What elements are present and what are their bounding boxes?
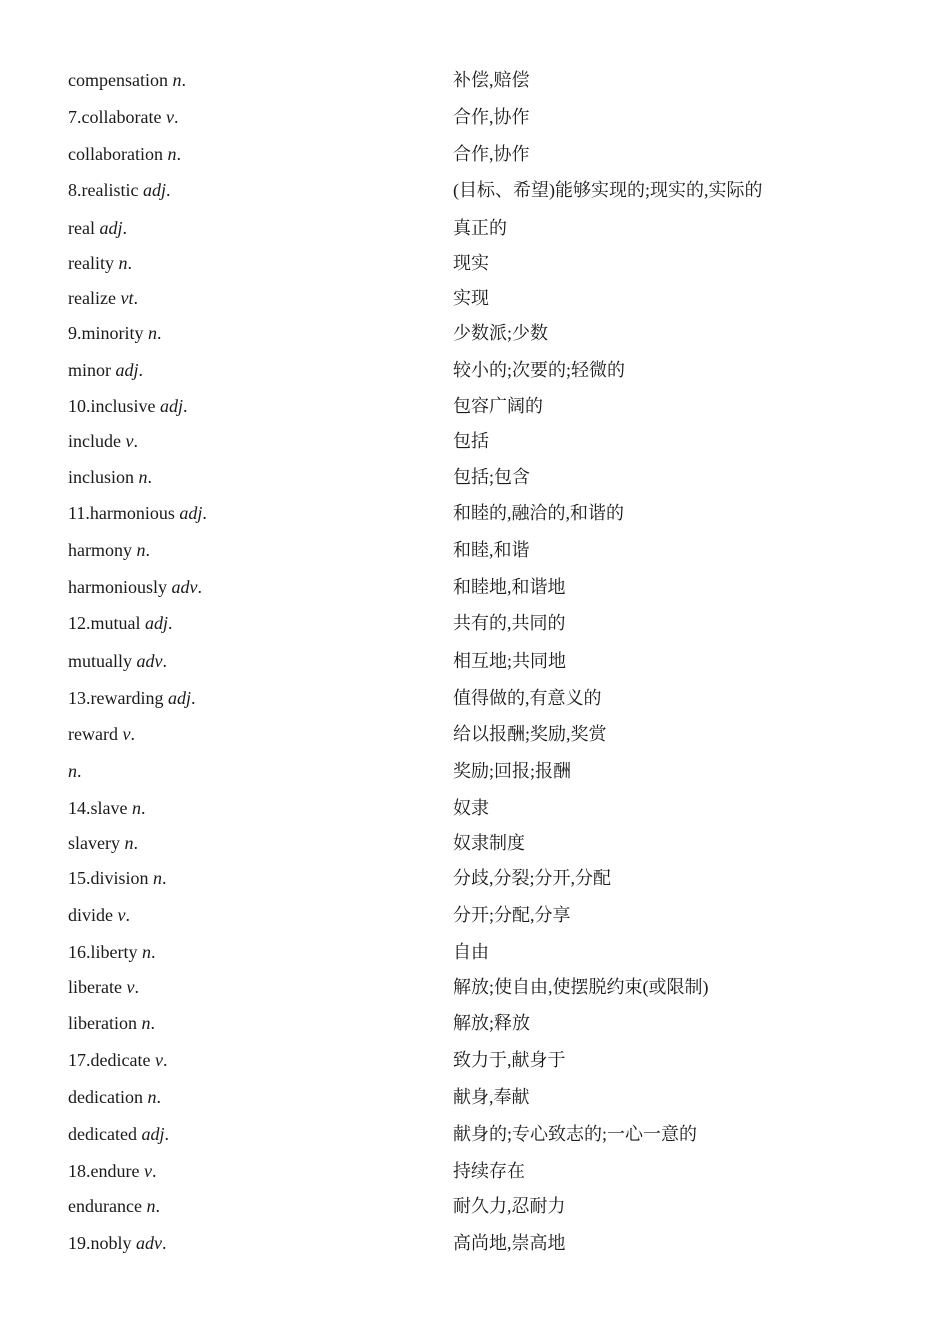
vocab-entry (0, 901, 950, 929)
part-of-speech: v (117, 905, 126, 925)
pos-period: . (166, 180, 171, 200)
vocab-entry (0, 392, 950, 420)
pos-period: . (176, 144, 181, 164)
vocab-word: 19.nobly (68, 1233, 137, 1253)
vocab-term (68, 720, 135, 748)
pos-period: . (173, 107, 179, 127)
pos-period: . (162, 1050, 168, 1070)
vocab-word: real (68, 218, 100, 238)
part-of-speech: adv (136, 651, 163, 671)
vocab-entry (0, 684, 950, 712)
vocab-meaning: 合作,协作 (453, 144, 530, 164)
vocab-meaning: 奖励;回报;报酬 (453, 761, 572, 781)
pos-period: . (162, 868, 167, 888)
vocab-word: 7.collaborate (68, 107, 166, 127)
pos-period: . (183, 396, 188, 416)
vocab-word: divide (68, 905, 118, 925)
vocab-meaning: 给以报酬;奖励,奖赏 (453, 724, 607, 744)
vocab-term (68, 757, 82, 785)
vocab-meaning: 持续存在 (453, 1161, 525, 1181)
vocab-entry (0, 66, 950, 94)
vocab-word: 17.dedicate (68, 1050, 155, 1070)
part-of-speech: n (146, 1196, 156, 1216)
vocab-entry (0, 573, 950, 601)
vocab-word: liberation (68, 1013, 142, 1033)
pos-period: . (190, 688, 196, 708)
vocab-word: mutually (68, 651, 137, 671)
part-of-speech: v (143, 1161, 152, 1181)
pos-period: . (127, 253, 132, 273)
pos-period: . (140, 798, 146, 818)
vocab-term (68, 609, 173, 637)
pos-period: . (162, 651, 167, 671)
part-of-speech: n (131, 798, 141, 818)
vocab-meaning: 和睦地,和谐地 (453, 577, 566, 597)
vocab-entry (0, 1083, 950, 1111)
vocab-term (68, 463, 152, 491)
vocab-word: 12.mutual (68, 613, 145, 633)
vocab-meaning: 包容广阔的 (453, 396, 543, 416)
part-of-speech: adj (99, 218, 123, 238)
vocab-word: realize (68, 288, 121, 308)
pos-period: . (202, 503, 207, 523)
vocab-entry (0, 1120, 950, 1148)
vocab-word: 14.slave (68, 798, 132, 818)
vocab-entry (0, 973, 950, 1001)
vocab-word: liberate (68, 977, 127, 997)
vocab-term (68, 1120, 169, 1148)
part-of-speech: adj (142, 180, 166, 200)
vocab-term (68, 901, 130, 929)
part-of-speech: adj (141, 1124, 165, 1144)
vocab-meaning: 献身,奉献 (453, 1087, 530, 1107)
vocab-term (68, 536, 150, 564)
pos-period: . (155, 1196, 160, 1216)
vocab-word: endurance (68, 1196, 147, 1216)
vocab-term (68, 66, 186, 94)
vocab-meaning: 解放;释放 (453, 1013, 531, 1033)
vocab-term (68, 1083, 161, 1111)
vocab-term (68, 176, 171, 204)
vocab-meaning: 现实 (453, 253, 489, 273)
vocab-word: 16.liberty (68, 942, 142, 962)
part-of-speech: adj (179, 503, 203, 523)
vocab-term (68, 214, 127, 242)
pos-period: . (133, 288, 138, 308)
vocab-meaning: 献身的;专心致志的;一心一意的 (453, 1124, 698, 1144)
vocab-meaning: 高尚地,崇高地 (453, 1233, 566, 1253)
vocab-entry (0, 499, 950, 527)
vocab-word: 9.minority (68, 323, 148, 343)
pos-period: . (157, 323, 162, 343)
vocab-term (68, 427, 138, 455)
vocab-word: 18.endure (68, 1161, 144, 1181)
vocab-entry (0, 647, 950, 675)
pos-period: . (168, 613, 173, 633)
part-of-speech: n (136, 540, 146, 560)
part-of-speech: v (154, 1050, 163, 1070)
vocab-meaning: 致力于,献身于 (453, 1050, 566, 1070)
vocab-meaning: 真正的 (453, 218, 507, 238)
pos-period: . (197, 577, 202, 597)
vocab-term (68, 1192, 160, 1220)
pos-period: . (77, 761, 82, 781)
part-of-speech: adv (171, 577, 198, 597)
vocab-term (68, 356, 143, 384)
pos-period: . (145, 540, 150, 560)
part-of-speech: v (125, 431, 134, 451)
pos-period: . (156, 1087, 161, 1107)
pos-period: . (125, 905, 130, 925)
vocab-term (68, 647, 167, 675)
part-of-speech: n (141, 1013, 151, 1033)
vocab-meaning: 值得做的,有意义的 (453, 688, 602, 708)
vocab-entry (0, 214, 950, 242)
vocab-word: collaboration (68, 144, 168, 164)
vocab-term (68, 140, 181, 168)
vocab-entry (0, 103, 950, 131)
part-of-speech: v (122, 724, 131, 744)
vocab-word: include (68, 431, 126, 451)
vocab-meaning: 合作,协作 (453, 107, 530, 127)
part-of-speech: adv (136, 1233, 163, 1253)
part-of-speech: n (142, 942, 151, 962)
vocab-word: inclusion (68, 467, 139, 487)
vocab-word: 10.inclusive (68, 396, 160, 416)
vocab-entry (0, 794, 950, 822)
vocab-word: 15.division (68, 868, 154, 888)
part-of-speech: adj (145, 613, 169, 633)
pos-period: . (134, 977, 139, 997)
part-of-speech: n (68, 761, 77, 781)
pos-period: . (164, 1124, 169, 1144)
vocab-word: compensation (68, 70, 173, 90)
vocab-term (68, 864, 167, 892)
vocab-term (68, 1229, 167, 1257)
vocab-word: reality (68, 253, 119, 273)
part-of-speech: n (138, 467, 148, 487)
part-of-speech: n (118, 253, 128, 273)
vocab-term (68, 829, 138, 857)
vocab-meaning: 包括 (453, 431, 489, 451)
vocab-entry (0, 757, 950, 785)
vocab-word: slavery (68, 833, 125, 853)
vocab-term (68, 1046, 167, 1074)
vocab-meaning: 共有的,共同的 (453, 613, 566, 633)
vocab-meaning: 奴隶制度 (453, 833, 525, 853)
vocab-meaning: 少数派;少数 (453, 323, 549, 343)
part-of-speech: n (172, 70, 182, 90)
pos-period: . (133, 833, 138, 853)
vocab-entry (0, 463, 950, 491)
vocab-meaning: 补偿,赔偿 (453, 70, 530, 90)
vocab-term (68, 1009, 155, 1037)
vocab-term (68, 973, 139, 1001)
vocab-term (68, 103, 178, 131)
vocab-entry (0, 1046, 950, 1074)
vocab-entry (0, 1009, 950, 1037)
vocab-entry (0, 140, 950, 168)
vocab-term (68, 794, 145, 822)
vocab-entry (0, 864, 950, 892)
vocab-meaning: 实现 (453, 288, 489, 308)
part-of-speech: n (167, 144, 177, 164)
vocab-word: minor (68, 360, 116, 380)
vocab-meaning: 包括;包含 (453, 467, 531, 487)
vocab-meaning: 解放;使自由,使摆脱约束(或限制) (453, 977, 709, 997)
vocab-word: 11.harmonious (68, 503, 180, 523)
pos-period: . (147, 467, 152, 487)
pos-period: . (151, 1161, 157, 1181)
vocab-word: dedication (68, 1087, 148, 1107)
vocab-meaning: 和睦,和谐 (453, 540, 530, 560)
vocab-meaning: 相互地;共同地 (453, 651, 567, 671)
pos-period: . (130, 724, 135, 744)
part-of-speech: n (147, 1087, 157, 1107)
vocab-entry (0, 829, 950, 857)
vocab-meaning: 奴隶 (453, 798, 489, 818)
vocab-term (68, 499, 207, 527)
vocab-meaning: 分开;分配,分享 (453, 905, 571, 925)
vocab-meaning: 较小的;次要的;轻微的 (453, 360, 626, 380)
vocab-word: harmony (68, 540, 137, 560)
vocab-term (68, 249, 132, 277)
vocab-entry (0, 284, 950, 312)
part-of-speech: adj (115, 360, 139, 380)
vocab-entry (0, 938, 950, 966)
pos-period: . (151, 942, 156, 962)
vocab-word: reward (68, 724, 123, 744)
vocab-word: 8.realistic (68, 180, 143, 200)
vocab-entry (0, 319, 950, 347)
vocab-entry (0, 1192, 950, 1220)
vocab-meaning: 耐久力,忍耐力 (453, 1196, 566, 1216)
vocab-entry (0, 720, 950, 748)
vocab-term (68, 392, 188, 420)
part-of-speech: n (124, 833, 134, 853)
vocab-entry (0, 1229, 950, 1257)
vocab-meaning: 和睦的,融洽的,和谐的 (453, 503, 624, 523)
part-of-speech: adj (167, 688, 191, 708)
pos-period: . (181, 70, 186, 90)
vocab-term (68, 319, 162, 347)
vocab-entry (0, 1157, 950, 1185)
vocab-entry (0, 427, 950, 455)
part-of-speech: n (148, 323, 157, 343)
pos-period: . (162, 1233, 167, 1253)
vocab-entry (0, 536, 950, 564)
pos-period: . (150, 1013, 155, 1033)
vocab-entry (0, 609, 950, 637)
vocab-word: harmoniously (68, 577, 172, 597)
pos-period: . (138, 360, 144, 380)
vocab-term (68, 938, 156, 966)
part-of-speech: v (126, 977, 135, 997)
part-of-speech: adj (160, 396, 184, 416)
vocab-word: dedicated (68, 1124, 142, 1144)
pos-period: . (122, 218, 127, 238)
vocab-meaning: (目标、希望)能够实现的;现实的,实际的 (453, 180, 763, 200)
vocab-term (68, 284, 138, 312)
vocab-entry (0, 249, 950, 277)
vocab-meaning: 分歧,分裂;分开,分配 (453, 868, 612, 888)
vocab-entry (0, 356, 950, 384)
vocab-word: 13.rewarding (68, 688, 168, 708)
pos-period: . (133, 431, 138, 451)
vocab-term (68, 573, 202, 601)
part-of-speech: n (153, 868, 163, 888)
vocab-meaning: 自由 (453, 942, 489, 962)
vocab-term (68, 684, 195, 712)
part-of-speech: v (165, 107, 174, 127)
vocab-term (68, 1157, 156, 1185)
part-of-speech: vt (120, 288, 134, 308)
vocab-entry (0, 176, 950, 204)
